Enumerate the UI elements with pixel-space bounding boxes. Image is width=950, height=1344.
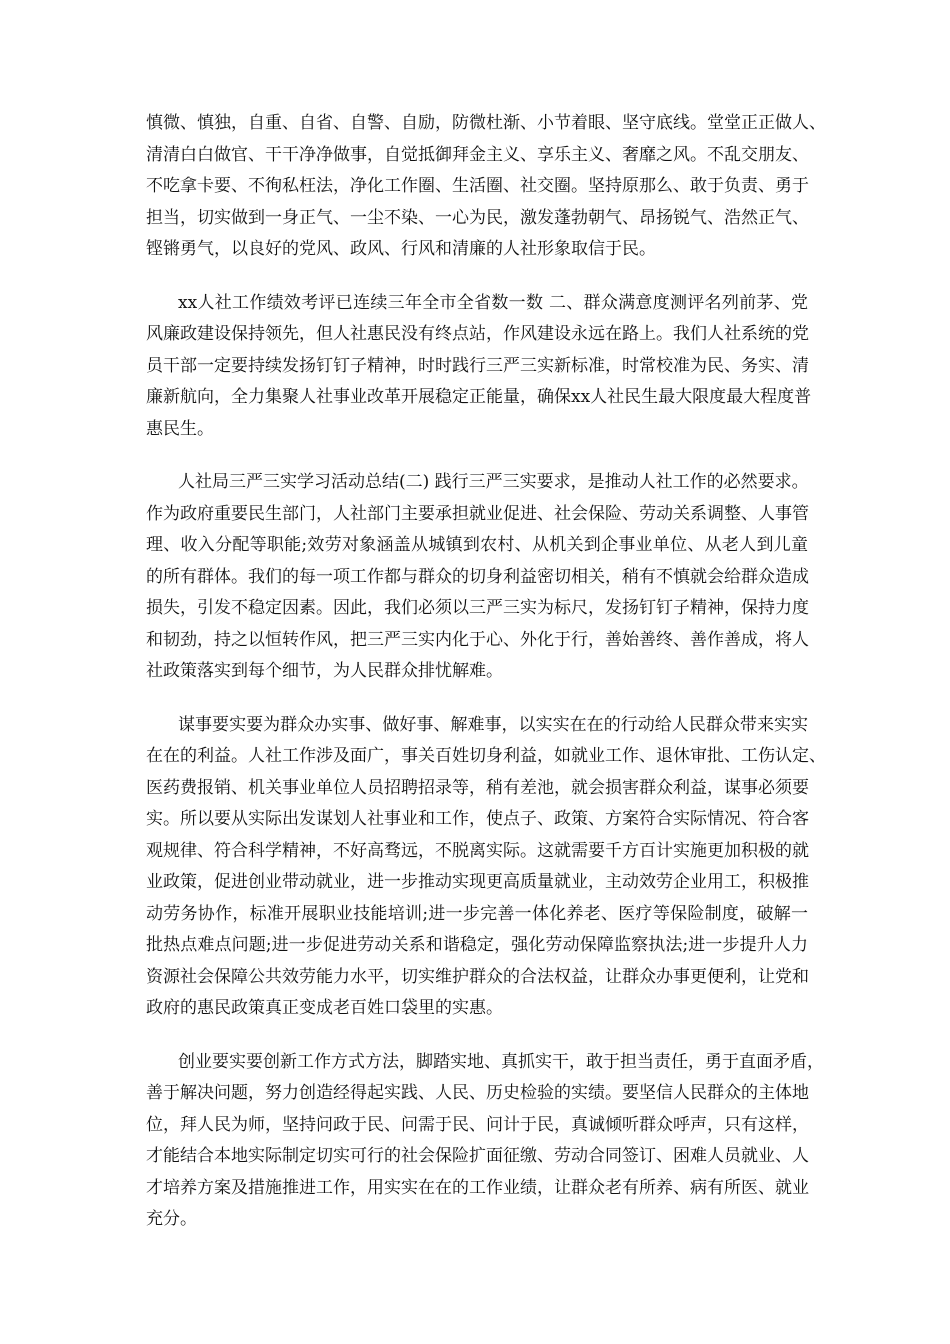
text-line: 社政策落实到每个细节，为人民群众排忧解难。 — [146, 661, 503, 681]
text-line: 才培养方案及措施推进工作，用实实在在的工作业绩，让群众老有所养、病有所医、就业 — [146, 1177, 809, 1198]
paragraph-2 — [146, 288, 812, 446]
document-body — [146, 108, 826, 1258]
text-line: 作为政府重要民生部门，人社部门主要承担就业促进、社会保险、劳动关系调整、人事管 — [146, 503, 809, 524]
text-line: 和韧劲，持之以恒转作风，把三严三实内化于心、外化于行，善始善终、善作善成，将人 — [146, 629, 809, 650]
paragraph-4 — [146, 710, 826, 1025]
text-line: 担当，切实做到一身正气、一尘不染、一心为民，激发蓬勃朝气、昂扬锐气、浩然正气、 — [146, 207, 809, 228]
text-line: 惠民生。 — [146, 418, 214, 439]
text-line: 不吃拿卡要、不徇私枉法，净化工作圈、生活圈、社交圈。坚持原那么、敢于负责、勇于 — [146, 176, 809, 196]
text-line: 才能结合本地实际制定切实可行的社会保险扩面征缴、劳动合同签订、困难人员就业、人 — [146, 1146, 809, 1166]
text-line: 创业要实要创新工作方式方法，脚踏实地、真抓实干，敢于担当责任，勇于直面矛盾， — [178, 1051, 824, 1072]
text-line: 谋事要实要为群众办实事、做好事、解难事，以实实在在的行动给人民群众带来实实 — [178, 714, 808, 735]
text-line: 清清白白做官、干干净净做事，自觉抵御拜金主义、享乐主义、奢靡之风。不乱交朋友、 — [146, 144, 809, 165]
text-line: 员干部一定要持续发扬钉钉子精神，时时践行三严三实新标准，时常校准为民、务实、清 — [146, 355, 809, 376]
text-line: 理、收入分配等职能;效劳对象涵盖从城镇到农村、从机关到企事业单位、从老人到儿童 — [146, 535, 808, 555]
text-line: 业政策，促进创业带动就业，进一步推动实现更高质量就业，主动效劳企业用工，积极推 — [146, 872, 809, 892]
text-line: 批热点难点问题;进一步促进劳动关系和谐稳定，强化劳动保障监察执法;进一步提升人力 — [146, 935, 808, 955]
text-line: 资源社会保障公共效劳能力水平，切实维护群众的合法权益，让群众办事更便利，让党和 — [146, 966, 809, 987]
text-line: 慎微、慎独，自重、自省、自警、自励，防微杜渐、小节着眼、坚守底线。堂堂正正做人、 — [146, 113, 826, 133]
text-line: 风廉政建设保持领先，但人社惠民没有终点站，作风建设永远在路上。我们人社系统的党 — [146, 324, 809, 344]
text-line: 损失，引发不稳定因素。因此，我们必须以三严三实为标尺，发扬钉钉子精神，保持力度 — [146, 598, 809, 618]
paragraph-3 — [146, 467, 808, 688]
text-line: 廉新航向，全力集聚人社事业改革开展稳定正能量，确保xx人社民生最大限度最大程度普 — [146, 387, 812, 407]
paragraph-5 — [146, 1047, 824, 1236]
text-line: 医药费报销、机关事业单位人员招聘招录等，稍有差池，就会损害群众利益，谋事必须要 — [146, 777, 809, 798]
text-line: 实。所以要从实际出发谋划人社事业和工作，使点子、政策、方案符合实际情况、符合客 — [146, 809, 809, 829]
text-line: 人社局三严三实学习活动总结(二) 践行三严三实要求，是推动人社工作的必然要求。 — [178, 472, 809, 492]
paragraph-1 — [146, 108, 826, 266]
text-line: 观规律、符合科学精神，不好高骛远，不脱离实际。这就需要千方百计实施更加积极的就 — [146, 840, 809, 861]
text-line: 在在的利益。人社工作涉及面广，事关百姓切身利益，如就业工作、退休审批、工伤认定、 — [146, 746, 826, 766]
text-line: 位，拜人民为师，坚持问政于民、问需于民、问计于民，真诚倾听群众呼声，只有这样， — [146, 1114, 809, 1135]
text-line: 善于解决问题，努力创造经得起实践、人民、历史检验的实绩。要坚信人民群众的主体地 — [146, 1083, 809, 1103]
text-line: 铿锵勇气，以良好的党风、政风、行风和清廉的人社形象取信于民。 — [146, 239, 656, 259]
text-line: 动劳务协作，标准开展职业技能培训;进一步完善一体化养老、医疗等保险制度，破解一 — [146, 903, 808, 924]
text-line: 的所有群体。我们的每一项工作都与群众的切身利益密切相关，稍有不慎就会给群众造成 — [146, 566, 809, 587]
text-line: xx人社工作绩效考评已连续三年全市全省数一数 二、群众满意度测评名列前茅、党 — [178, 292, 808, 313]
text-line: 政府的惠民政策真正变成老百姓口袋里的实惠。 — [146, 998, 503, 1018]
text-line: 充分。 — [146, 1209, 197, 1229]
